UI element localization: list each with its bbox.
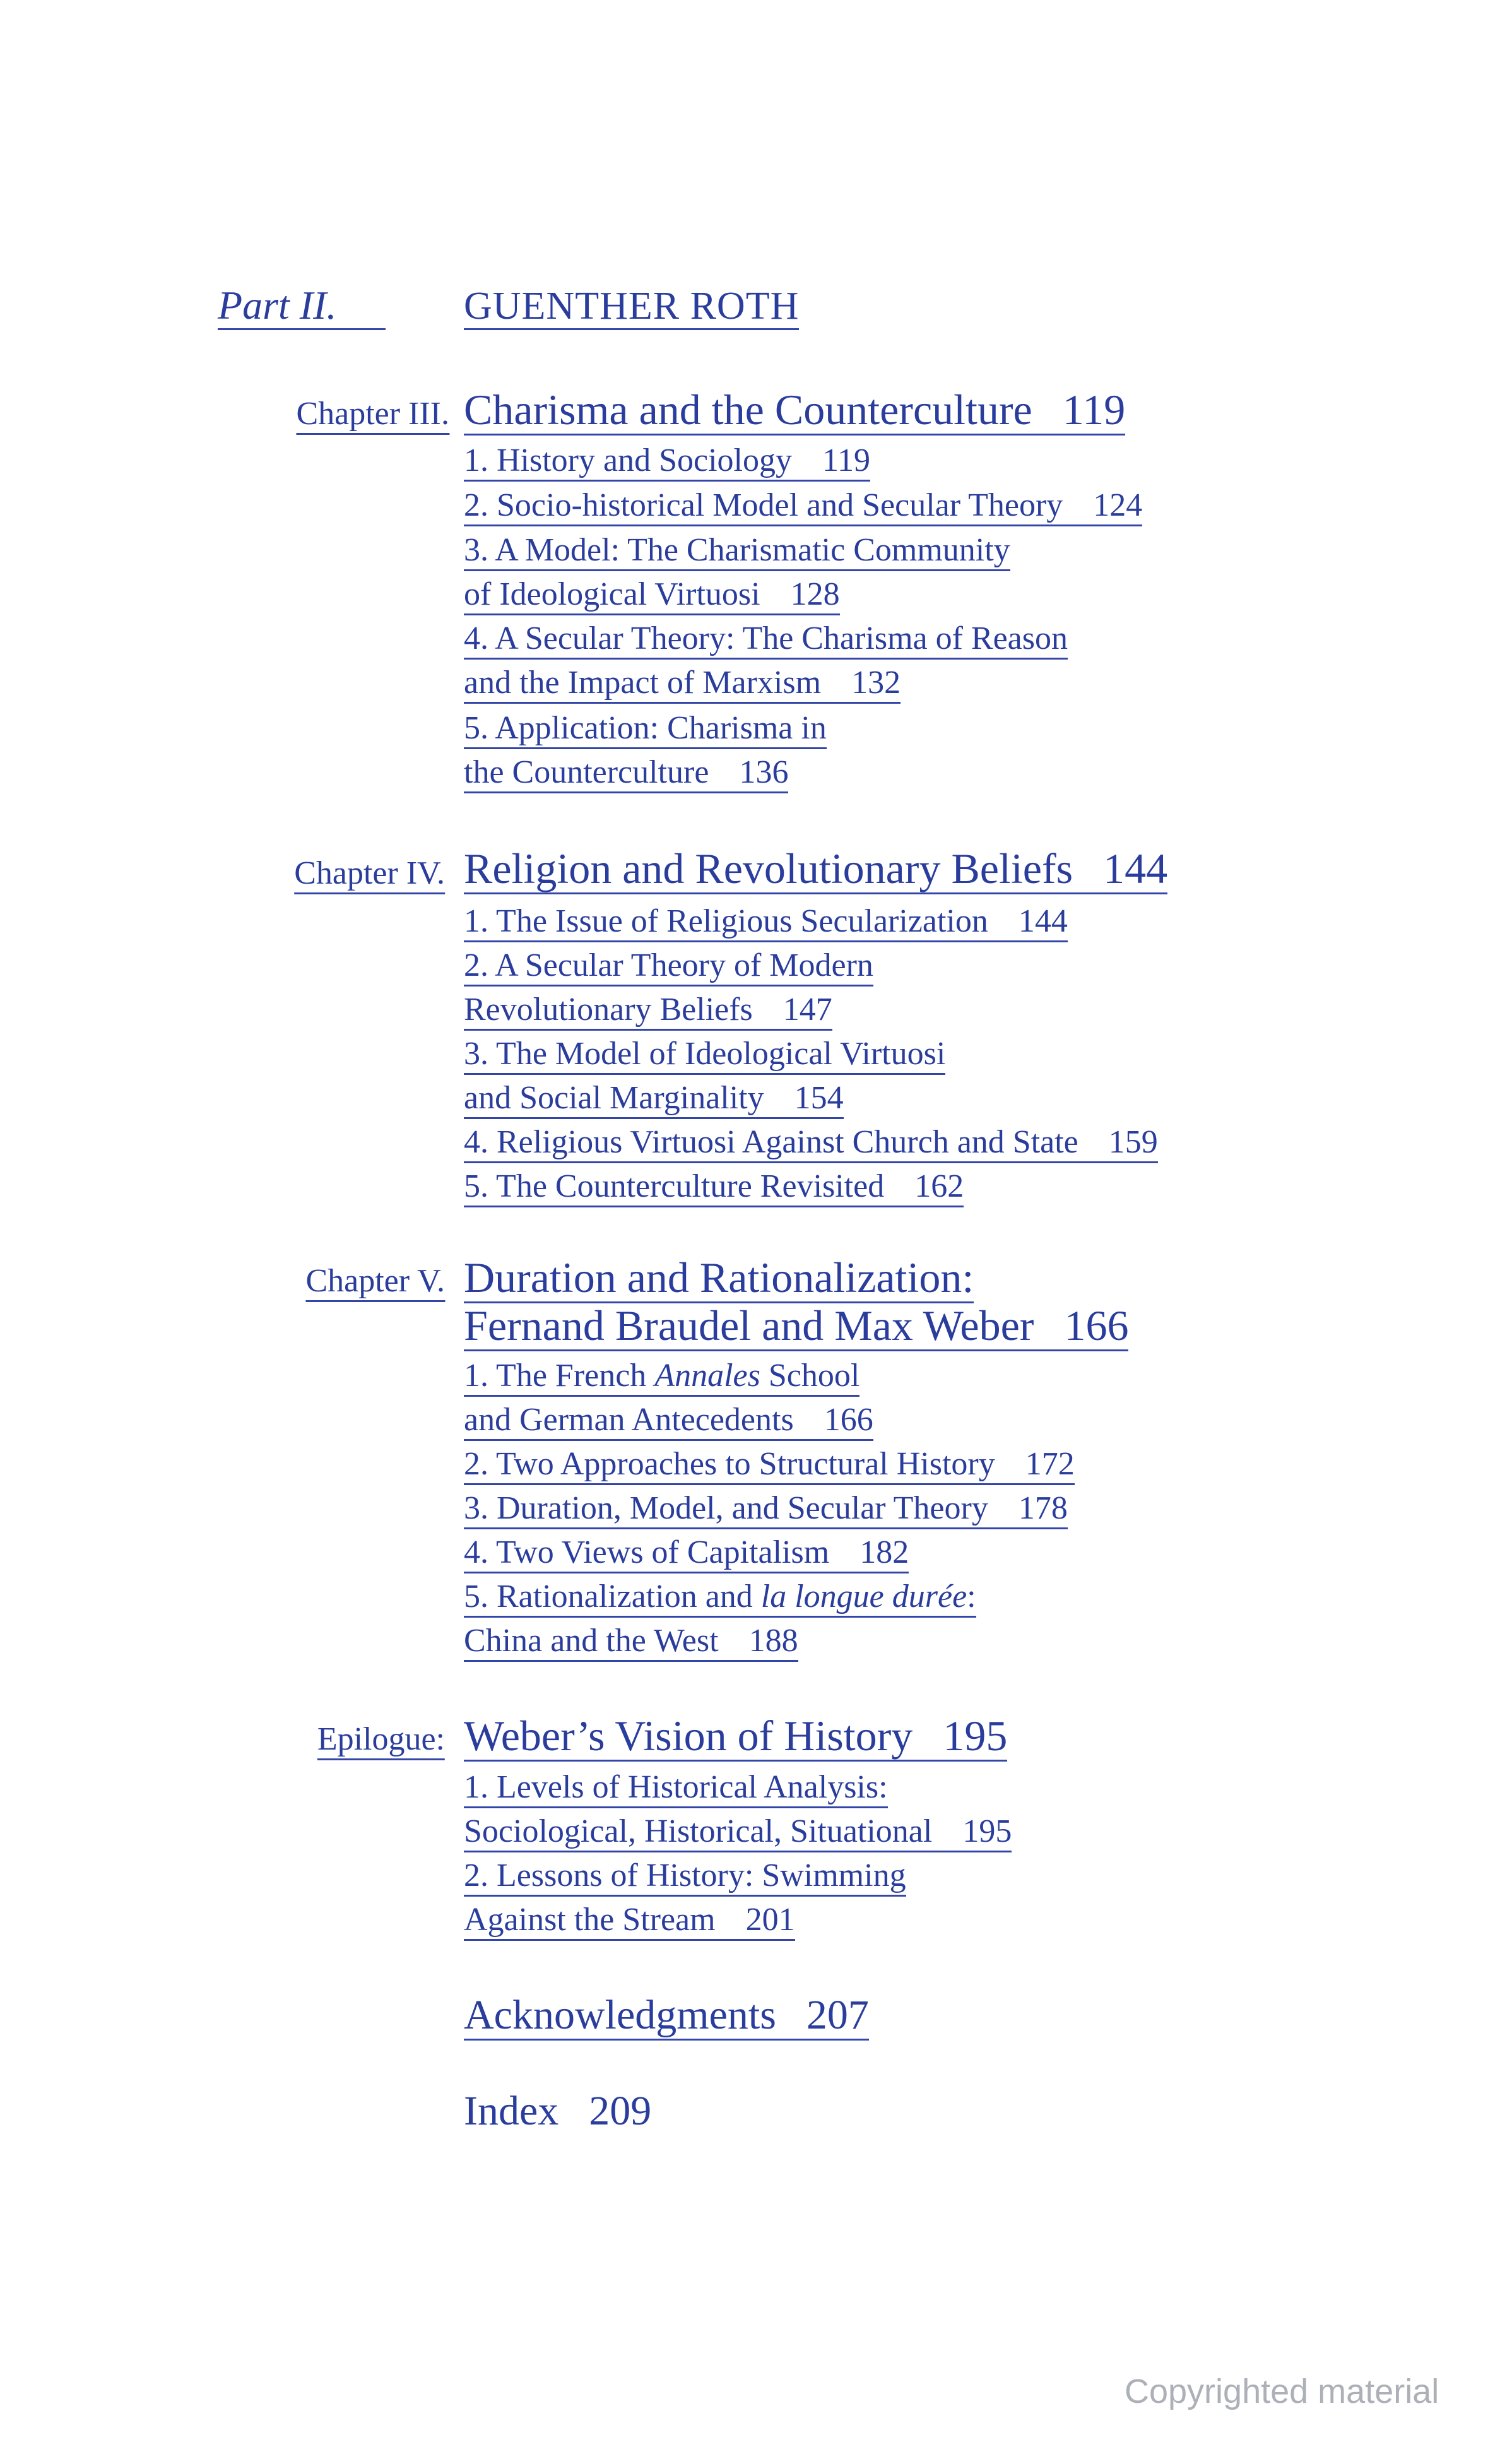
chapter-5-label: Chapter V. [305, 1265, 445, 1302]
chapter-3-title: Charisma and the Counterculture [464, 386, 1032, 434]
entry-text: 1. History and Sociology [464, 442, 792, 478]
toc-entry-3-5-line1[interactable] [464, 712, 827, 749]
entry-text: China and the West [464, 1623, 719, 1659]
chapter-4-label: Chapter IV. [294, 857, 445, 894]
entry-text: School [760, 1358, 860, 1394]
toc-entry-5-5-line2[interactable] [464, 1625, 798, 1662]
toc-entry-5-4[interactable] [464, 1536, 909, 1573]
epilogue-page: 195 [943, 1712, 1008, 1760]
part-title-link[interactable] [464, 287, 799, 330]
entry-text: and the Impact of Marxism [464, 665, 822, 701]
entry-page: 132 [851, 665, 901, 701]
entry-text-italic: la longue durée [760, 1579, 967, 1615]
toc-entry-4-2-line1[interactable] [464, 949, 873, 987]
chapter-3-title-link[interactable] [464, 388, 1125, 436]
part-label-link[interactable] [218, 285, 386, 330]
epilogue-title: Weber’s Vision of History [464, 1712, 913, 1760]
chapter-3-page: 119 [1062, 386, 1126, 434]
toc-entry-5-2[interactable] [464, 1448, 1075, 1485]
entry-text: Revolutionary Beliefs [464, 992, 753, 1028]
toc-entry-4-3-line1[interactable] [464, 1038, 945, 1075]
toc-entry-5-1-line1[interactable] [464, 1360, 859, 1397]
index-title: Index [464, 2088, 559, 2134]
toc-entry-5-5-line1[interactable] [464, 1580, 976, 1618]
chapter-5-title-line2: Fernand Braudel and Max Weber [464, 1301, 1034, 1349]
entry-page: 178 [1018, 1490, 1068, 1526]
entry-text: 1. The French [464, 1358, 655, 1394]
index-link[interactable] [464, 2090, 651, 2132]
chapter-3-label: Chapter III. [296, 398, 449, 435]
entry-page: 166 [824, 1402, 873, 1438]
toc-entry-3-4-line1[interactable] [464, 622, 1068, 660]
acknowledgments-page: 207 [806, 1992, 869, 2038]
index-page: 209 [589, 2088, 652, 2134]
chapter-5-title-line1-link[interactable] [464, 1253, 974, 1303]
entry-text: : [967, 1579, 976, 1615]
toc-entry-4-3-line2[interactable] [464, 1082, 844, 1119]
entry-page: 172 [1025, 1446, 1075, 1482]
chapter-5-title-line1: Duration and Rationalization: [464, 1253, 974, 1301]
chapter-5-title-line2-link[interactable] [464, 1301, 1129, 1351]
entry-text: 2. Two Approaches to Structural History [464, 1446, 995, 1482]
entry-text: 4. Two Views of Capitalism [464, 1534, 830, 1570]
entry-text: 1. The Issue of Religious Secularization [464, 903, 988, 939]
toc-entry-3-5-line2[interactable] [464, 756, 788, 793]
toc-entry-e-2-line1[interactable] [464, 1859, 906, 1897]
toc-entry-3-1[interactable] [464, 444, 870, 482]
acknowledgments-link[interactable] [464, 1994, 869, 2041]
entry-text: 1. Levels of Historical Analysis: [464, 1769, 888, 1805]
entry-text: 3. A Model: The Charismatic Community [464, 532, 1010, 568]
epilogue-title-link[interactable] [464, 1714, 1007, 1762]
entry-page: 136 [739, 754, 789, 790]
acknowledgments-title: Acknowledgments [464, 1992, 776, 2038]
part-label: Part II. [218, 283, 337, 328]
epilogue-label: Epilogue: [317, 1723, 445, 1760]
entry-page: 119 [822, 442, 871, 478]
entry-text: 2. Socio-historical Model and Secular Theory [464, 487, 1063, 523]
entry-page: 159 [1108, 1124, 1158, 1160]
part-title: GUENTHER ROTH [464, 285, 800, 328]
entry-page: 147 [783, 992, 832, 1028]
chapter-4-title: Religion and Revolutionary Beliefs [464, 844, 1073, 892]
toc-entry-4-2-line2[interactable] [464, 993, 832, 1031]
entry-page: 154 [794, 1080, 844, 1116]
toc-entry-5-3[interactable] [464, 1492, 1068, 1529]
entry-text: Against the Stream [464, 1902, 716, 1938]
chapter-4-title-link[interactable] [464, 844, 1168, 894]
entry-text: Sociological, Historical, Situational [464, 1813, 933, 1849]
toc-entry-e-1-line1[interactable] [464, 1771, 888, 1808]
toc-entry-4-5[interactable] [464, 1170, 964, 1207]
entry-text: 3. The Model of Ideological Virtuosi [464, 1036, 946, 1072]
toc-entry-4-1[interactable] [464, 905, 1068, 942]
entry-page: 144 [1018, 903, 1068, 939]
toc-entry-e-1-line2[interactable] [464, 1815, 1012, 1852]
toc-entry-3-3-line2[interactable] [464, 578, 840, 615]
chapter-5-page: 166 [1064, 1301, 1129, 1349]
entry-text: the Counterculture [464, 754, 709, 790]
entry-text: of Ideological Virtuosi [464, 576, 760, 612]
toc-entry-e-2-line2[interactable] [464, 1904, 795, 1941]
entry-text: and Social Marginality [464, 1080, 764, 1116]
entry-page: 201 [745, 1902, 795, 1938]
entry-text: 5. Application: Charisma in [464, 710, 827, 746]
entry-text: 2. A Secular Theory of Modern [464, 947, 873, 983]
toc-entry-3-4-line2[interactable] [464, 667, 901, 704]
entry-page: 162 [914, 1168, 964, 1204]
toc-entry-4-4[interactable] [464, 1126, 1158, 1163]
entry-page: 128 [790, 576, 840, 612]
copyright-watermark: Copyrighted material [1125, 2373, 1439, 2410]
entry-text: 4. Religious Virtuosi Against Church and State [464, 1124, 1078, 1160]
entry-text: 5. The Counterculture Revisited [464, 1168, 885, 1204]
toc-entry-5-1-line2[interactable] [464, 1404, 873, 1441]
entry-page: 188 [748, 1623, 798, 1659]
entry-text: 4. A Secular Theory: The Charisma of Reason [464, 620, 1068, 656]
entry-text: 2. Lessons of History: Swimming [464, 1858, 906, 1893]
entry-text: 5. Rationalization and [464, 1579, 761, 1615]
entry-text: and German Antecedents [464, 1402, 794, 1438]
entry-page: 124 [1093, 487, 1143, 523]
entry-text: 3. Duration, Model, and Secular Theory [464, 1490, 988, 1526]
entry-page: 182 [859, 1534, 909, 1570]
toc-entry-3-3-line1[interactable] [464, 534, 1010, 571]
chapter-4-page: 144 [1103, 844, 1168, 892]
entry-page: 195 [962, 1813, 1012, 1849]
toc-entry-3-2[interactable] [464, 489, 1142, 526]
entry-text-italic: Annales [654, 1358, 760, 1394]
